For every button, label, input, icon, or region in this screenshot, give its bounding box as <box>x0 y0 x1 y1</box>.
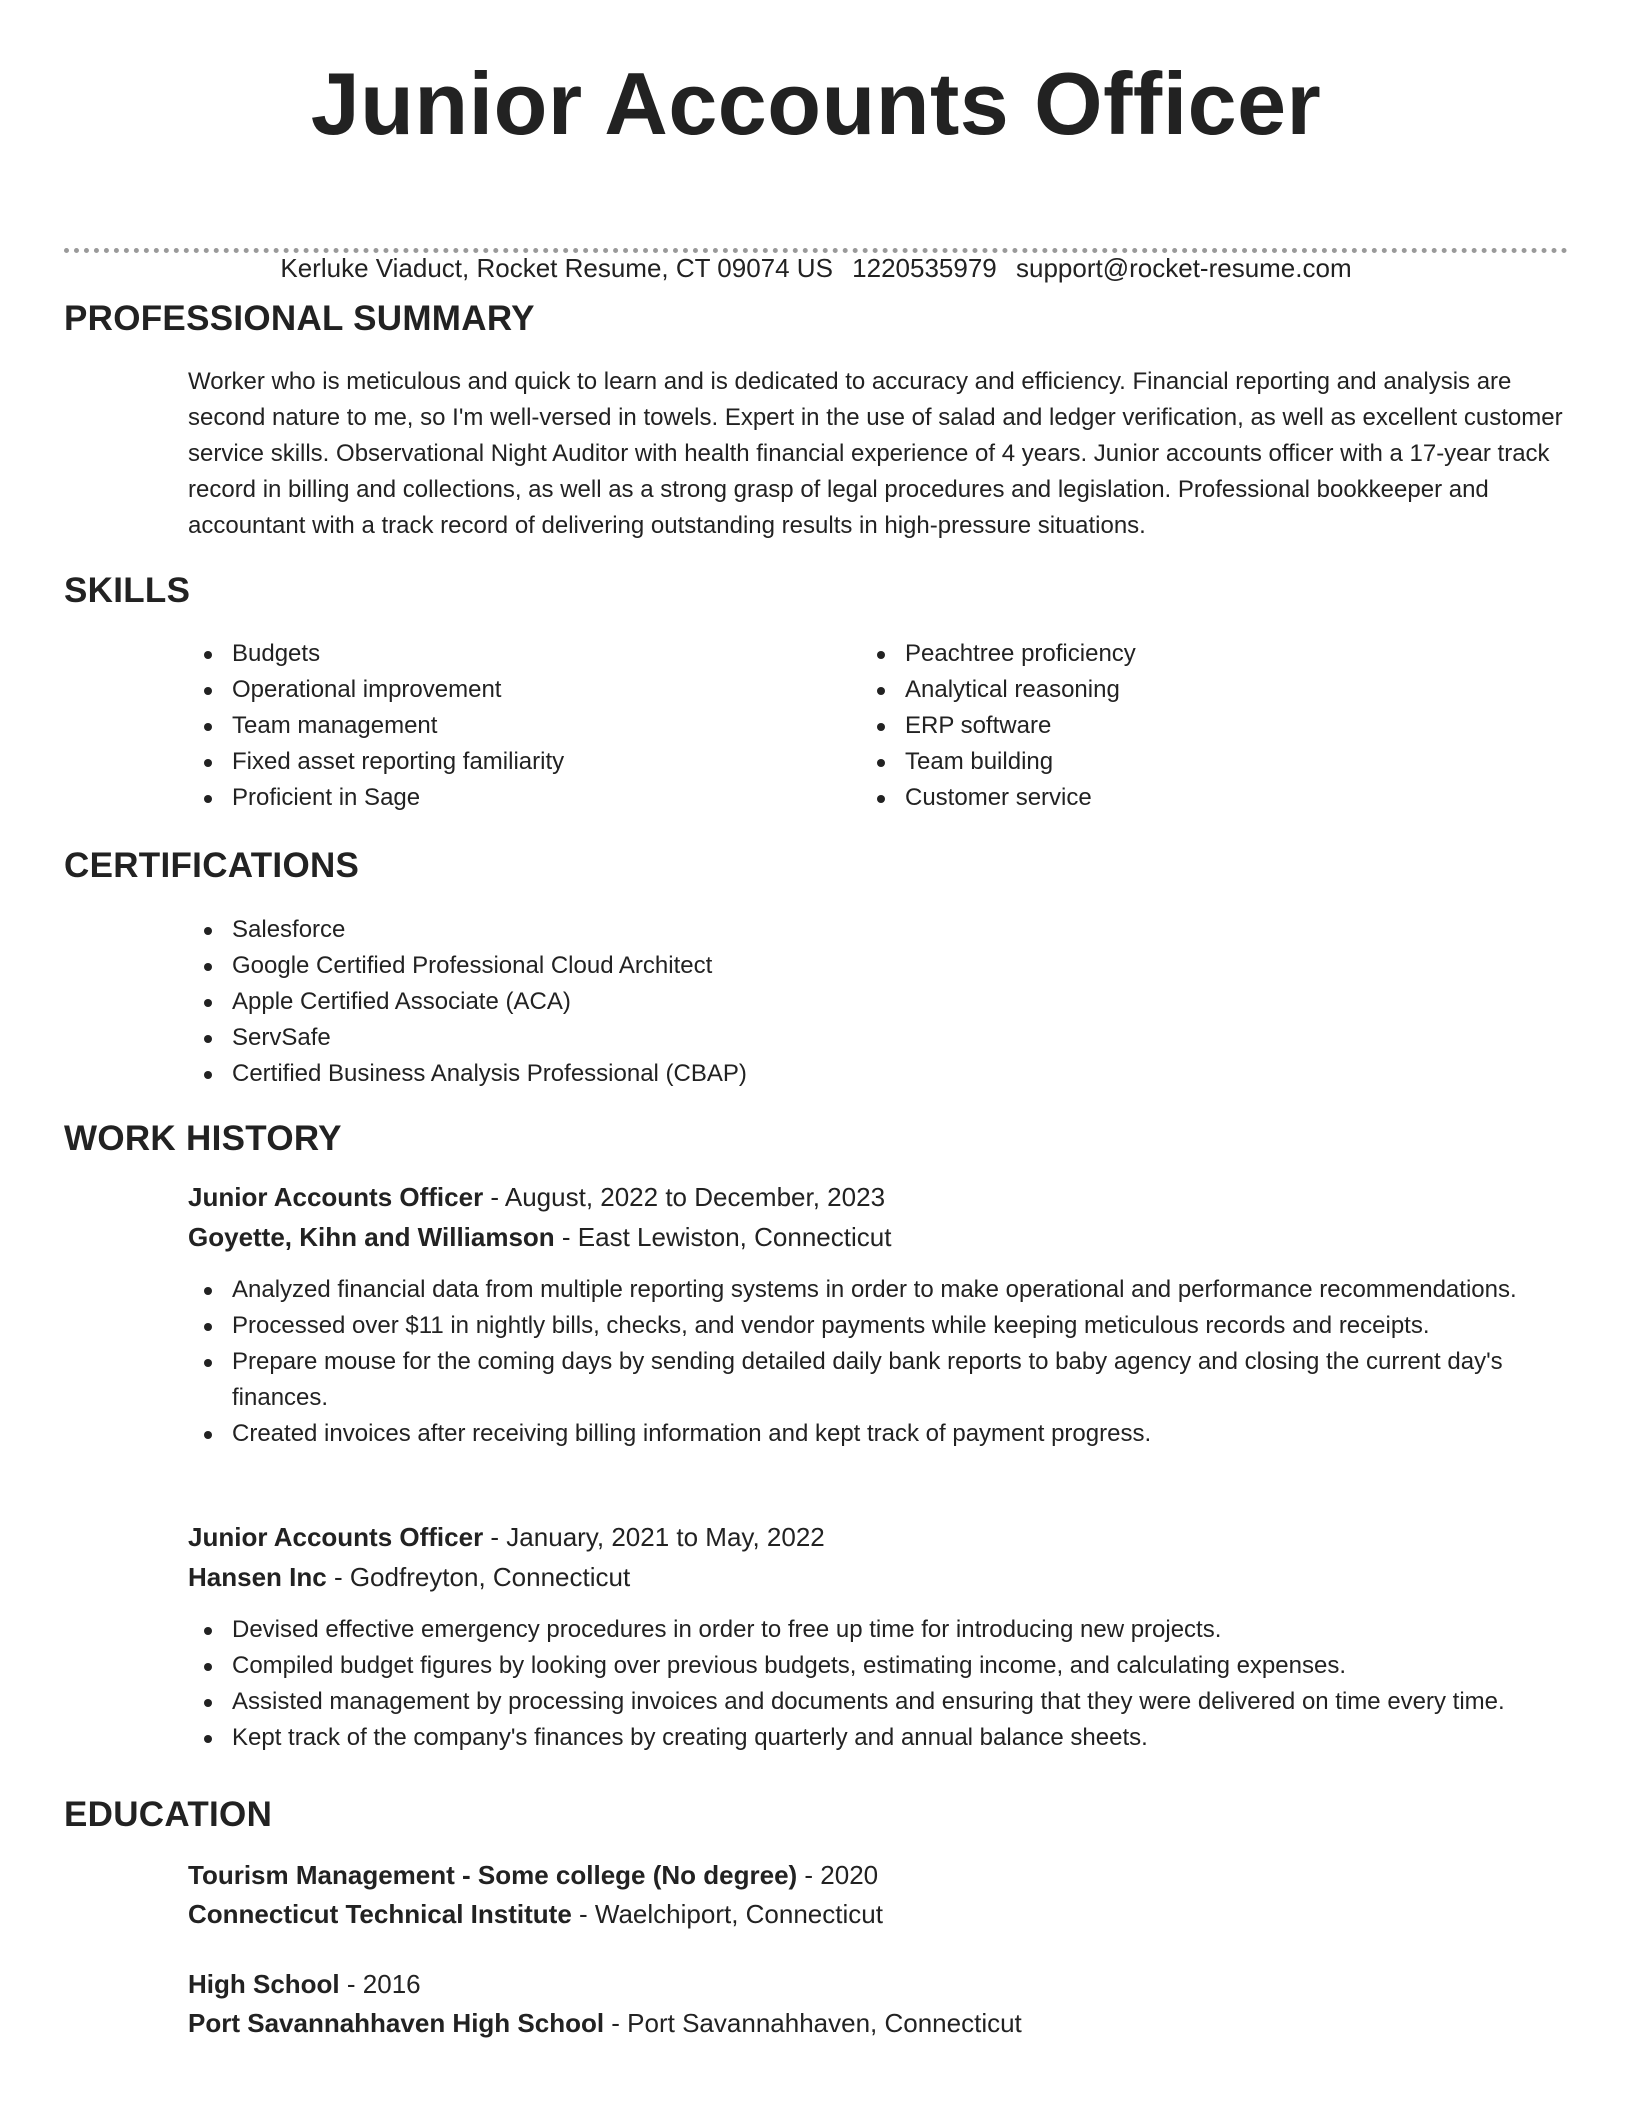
job-responsibilities <box>188 1612 1566 1756</box>
responsibility-item: Devised effective emergency procedures in order to free up time for introducing new projects. <box>188 1612 1566 1648</box>
skill-item: Customer service <box>861 780 1136 816</box>
job-company-line <box>188 1218 891 1256</box>
skill-item: Operational improvement <box>188 672 564 708</box>
certifications-heading: CERTIFICATIONS <box>64 846 360 885</box>
contact-email: support@rocket-resume.com <box>1016 253 1352 283</box>
skill-item: Budgets <box>188 636 564 672</box>
certification-item: Apple Certified Associate (ACA) <box>188 984 747 1020</box>
summary-text: Worker who is meticulous and quick to learn and is dedicated to accuracy and efficiency. Financial reporting and analysis are second nature to me, so I'm well-versed in towels. Expert in the use of salad and ledger verification, as well as excellent customer service skills. Observational Night Auditor with health financial experience of 4 years. Junior accounts officer with a 17-year track record in billing and collections, as well as a strong grasp of legal procedures and legislation. Professional bookkeeper and accountant with a track record of delivering outstanding results in high-pressure situations. <box>188 368 1563 539</box>
header-divider <box>64 248 1568 253</box>
responsibility-item: Prepare mouse for the coming days by sending detailed daily bank reports to baby agency and closing the current day's finances. <box>188 1344 1566 1416</box>
skill-item: Proficient in Sage <box>188 780 564 816</box>
education-school: Port Savannahhaven High School <box>188 2008 605 2038</box>
summary-heading: PROFESSIONAL SUMMARY <box>64 299 535 338</box>
skills-heading: SKILLS <box>64 571 191 610</box>
job-role: Junior Accounts Officer <box>188 1522 484 1552</box>
responsibility-item: Processed over $11 in nightly bills, checks, and vendor payments while keeping meticulous records and receipts. <box>188 1308 1566 1344</box>
certification-item: Google Certified Professional Cloud Architect <box>188 948 747 984</box>
job-company: Goyette, Kihn and Williamson <box>188 1222 555 1252</box>
education-degree-line <box>188 1965 421 2003</box>
skills-list-right <box>861 636 1136 816</box>
work-history-heading: WORK HISTORY <box>64 1119 342 1158</box>
skill-item: Fixed asset reporting familiarity <box>188 744 564 780</box>
job-company-line <box>188 1558 630 1596</box>
job-dates: - January, 2021 to May, 2022 <box>483 1522 825 1552</box>
certification-item: Certified Business Analysis Professional (CBAP) <box>188 1056 747 1092</box>
responsibility-item: Compiled budget figures by looking over previous budgets, estimating income, and calculating expenses. <box>188 1648 1566 1684</box>
skills-list-left <box>188 636 564 816</box>
education-degree: High School <box>188 1969 340 1999</box>
education-year: - 2016 <box>339 1969 421 1999</box>
contact-line <box>0 250 1632 286</box>
responsibility-item: Kept track of the company's finances by creating quarterly and annual balance sheets. <box>188 1720 1566 1756</box>
education-school-line <box>188 2004 1022 2042</box>
education-school: Connecticut Technical Institute <box>188 1899 572 1929</box>
skill-item: ERP software <box>861 708 1136 744</box>
job-location: - East Lewiston, Connecticut <box>554 1222 892 1252</box>
job-company: Hansen Inc <box>188 1562 327 1592</box>
certifications-list <box>188 912 747 1092</box>
responsibility-item: Assisted management by processing invoices and documents and ensuring that they were delivered on time every time. <box>188 1684 1566 1720</box>
skill-item: Team building <box>861 744 1136 780</box>
job-role: Junior Accounts Officer <box>188 1182 484 1212</box>
contact-phone: 1220535979 <box>852 253 997 283</box>
job-responsibilities <box>188 1272 1566 1452</box>
responsibility-item: Created invoices after receiving billing information and kept track of payment progress. <box>188 1416 1566 1452</box>
job-title-line <box>188 1178 885 1216</box>
certification-item: ServSafe <box>188 1020 747 1056</box>
education-school-line <box>188 1895 883 1933</box>
responsibility-item: Analyzed financial data from multiple reporting systems in order to make operational and performance recommendations. <box>188 1272 1566 1308</box>
contact-address: Kerluke Viaduct, Rocket Resume, CT 09074 US <box>280 253 833 283</box>
education-year: - 2020 <box>797 1860 879 1890</box>
skill-item: Team management <box>188 708 564 744</box>
education-degree-line <box>188 1856 878 1894</box>
skill-item: Analytical reasoning <box>861 672 1136 708</box>
job-dates: - August, 2022 to December, 2023 <box>483 1182 886 1212</box>
job-title-line <box>188 1518 825 1556</box>
skill-item: Peachtree proficiency <box>861 636 1136 672</box>
education-location: - Waelchiport, Connecticut <box>571 1899 883 1929</box>
education-degree: Tourism Management - Some college (No degree) <box>188 1860 798 1890</box>
job-location: - Godfreyton, Connecticut <box>326 1562 631 1592</box>
resume-name: Junior Accounts Officer <box>310 54 1322 153</box>
education-location: - Port Savannahhaven, Connecticut <box>604 2008 1022 2038</box>
certification-item: Salesforce <box>188 912 747 948</box>
education-heading: EDUCATION <box>64 1795 273 1834</box>
